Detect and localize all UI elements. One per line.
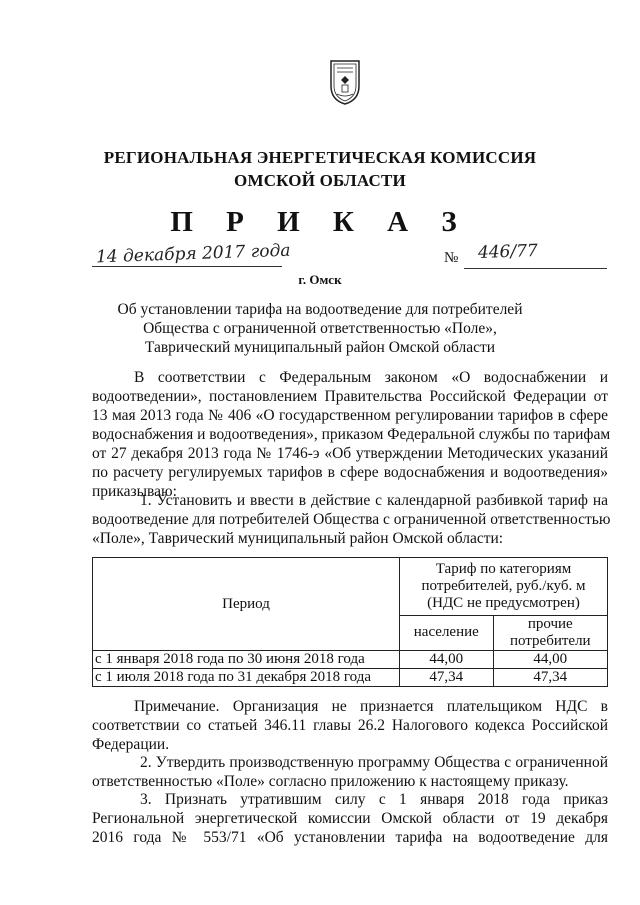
handwritten-date: 14 декабря 2017 года [95,240,291,268]
text-line: по расчету регулируемых тарифов в сфере водоснабжения и водоотведения» [92,464,608,481]
header-tariff [400,558,608,616]
cell-period: с 1 июля 2018 года по 31 декабря 2018 года [93,669,400,687]
cell-other: 47,34 [493,669,607,687]
org-name-line2: ОМСКОЙ ОБЛАСТИ [234,171,406,190]
cell-population: 47,34 [400,669,494,687]
note-paragraph [92,697,608,754]
cell-other: 44,00 [493,651,607,669]
header-period: Период [93,558,400,651]
header-population: население [400,615,494,650]
cell-period: с 1 января 2018 года по 30 июня 2018 года [93,651,400,669]
text-line: водоотведении», постановлением Правительства Российской Федерации от [92,388,608,405]
header-tariff-line: потребителей, руб./куб. м [421,577,586,594]
tariff-table [92,557,608,687]
text-line: Федерации. [92,736,170,753]
subject-line: Общества с ограниченной ответственностью «Поле», [143,320,497,337]
text-line: 3. Признать утратившим силу с 1 января 2018 года приказ [140,791,608,808]
item-1-paragraph [92,491,611,548]
header-tariff-line: (НДС не предусмотрен) [427,594,580,611]
text-line: 2. Утвердить производственную программу Общества с ограниченной [140,754,608,771]
document-type-title: П Р И К А З [170,206,470,238]
text-line: «Поле», Таврический муниципальный район Омской области: [92,530,504,547]
handwritten-number: 446/77 [477,240,539,264]
cell-population: 44,00 [400,651,494,669]
text-line: приказываю: [92,483,177,500]
org-name-line1: РЕГИОНАЛЬНАЯ ЭНЕРГЕТИЧЕСКАЯ КОМИССИЯ [103,148,537,167]
text-line: 13 мая 2013 года № 406 «О государственном регулировании тарифов в сфере [92,407,608,424]
table-header-row [93,558,608,616]
item-2-paragraph [92,753,608,791]
text-line: водоотведение для потребителей Общества с ограниченной ответственностью [92,511,611,528]
text-line: соответствии со статьей 346.11 главы 26.2 Налогового кодекса Российской [92,717,608,734]
coat-of-arms-emblem [328,58,362,106]
text-line: В соответствии с Федеральным законом «О водоснабжении и [134,369,608,386]
text-line: Региональной энергетической комиссии Омской области от 19 декабря [92,810,608,827]
item-3-paragraph [92,790,608,847]
text-line: водоснабжения и водоотведения», приказом Федеральной службы по тарифам [92,426,611,443]
header-tariff-line: Тариф по категориям [435,560,572,577]
header-other-line: прочие [527,615,573,632]
text-line: 2016 года № 553/71 «Об установлении тарифа на водоотведение для [92,829,608,846]
document-subject [0,300,640,357]
text-line: ответственностью «Поле» согласно приложению к настоящему приказу. [92,773,569,790]
subject-line: Таврический муниципальный район Омской области [144,339,496,356]
text-line: от 27 декабря 2013 года № 1746-э «Об утверждении Методических указаний [92,445,608,462]
number-underline [464,268,607,269]
subject-line: Об установлении тарифа на водоотведение для потребителей [117,301,523,318]
table-row [93,669,608,687]
city: г. Омск [298,272,342,287]
number-sign: № [444,250,459,266]
header-other [493,615,607,650]
date-underline [92,266,282,267]
text-line: 1. Установить и ввести в действие с календарной разбивкой тариф на [140,492,608,509]
preamble-paragraph [92,368,611,501]
table-row [93,651,608,669]
text-line: Примечание. Организация не признается плательщиком НДС в [134,698,608,715]
header-other-line: потребители [509,632,591,649]
